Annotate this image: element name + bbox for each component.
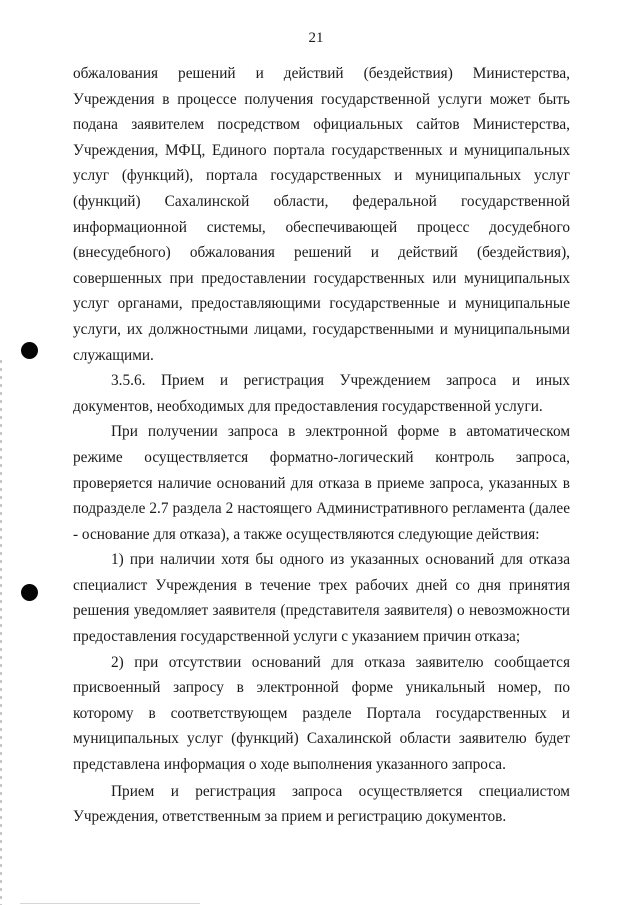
paragraph-section-3-5-6: 3.5.6. Прием и регистрация Учреждением запроса и иных документов, необходимых для предоставления государственной услуги.	[73, 372, 570, 415]
page-number: 21	[308, 30, 324, 46]
punch-hole-mark	[21, 584, 38, 601]
scan-edge-artifact	[0, 360, 2, 905]
document-body	[73, 61, 570, 830]
paragraph-electronic-request: При получении запроса в электронной форме в автоматическом режиме осуществляется форматно-логический контроль запроса, проверяется наличие оснований для отказа в приеме запроса, указанных в подразделе 2.7 раздела 2 настоящего Административного регламента (далее - основание для отказа), а также осуществляются следующие действия:	[73, 423, 570, 543]
paragraph-continuation: обжалования решений и действий (бездействия) Министерства, Учреждения в процессе получения государственной услуги может быть подана заявителем посредством официальных сайтов Министерства, Учреждения, МФЦ, Единого портала государственных и муниципальных услуг (функций), портала государственных и муниципальных услуг (функций) Сахалинской области, федеральной государственной информационной системы, обеспечивающей процесс досудебного (внесудебного) обжалования решений и действий (бездействия), совершенных при предоставлении государственных или муниципальных услуг органами, предоставляющими государственные и муниципальные услуги, их должностными лицами, государственными и муниципальными служащими.	[73, 65, 570, 364]
scan-bottom-edge	[20, 903, 200, 904]
list-item-no-refusal: 2) при отсутствии оснований для отказа заявителю сообщается присвоенный запросу в электронной форме уникальный номер, по которому в соответствующем разделе Портала государственных и муниципальных услуг (функций) Сахалинской области заявителю будет представлена информация о ходе выполнения указанного запроса.	[73, 653, 570, 774]
list-item-refusal: 1) при наличии хотя бы одного из указанных оснований для отказа специалист Учреждения в течение трех рабочих дней со дня принятия решения уведомляет заявителя (представителя заявителя) о невозможности предоставления государственной услуги с указанием причин отказа;	[73, 551, 570, 646]
paragraph-registration: Прием и регистрация запроса осуществляется специалистом Учреждения, ответственным за прием и регистрацию документов.	[73, 782, 570, 826]
punch-hole-mark	[21, 342, 38, 359]
